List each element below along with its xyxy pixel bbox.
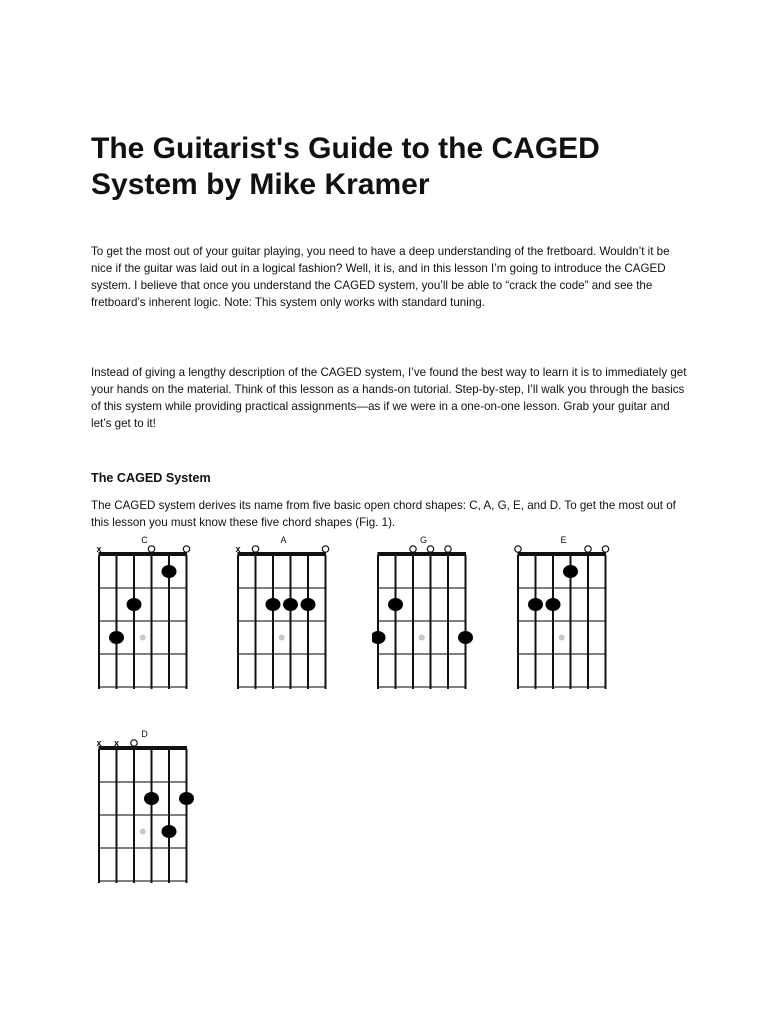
nut [99,552,188,556]
open-string-marker [183,546,189,552]
muted-string-marker: x [235,544,241,554]
open-string-marker [148,546,154,552]
chord-diagram-a [232,535,342,695]
open-string-marker [410,546,416,552]
open-string-marker [322,546,328,552]
fret-marker-dot [140,635,146,641]
finger-position-dot [162,825,177,838]
finger-position-dot [546,598,561,611]
finger-position-dot [528,598,543,611]
second-paragraph: Instead of giving a lengthy description of the CAGED system, I’ve found the best way to learn it is to immediately get your hands on the material. Think of this lesson as a hands-on tutorial. Step-by-step, I’ll walk you through the basics of this system while providing practical assignments—as if we were in a one-on-one lesson. Grab your guitar and let’s get to it! [91,366,687,430]
intro-paragraph: To get the most out of your guitar playing, you need to have a deep understanding of the fretboard. Wouldn’t it be nice if the guitar was laid out in a logical fashion? Well, it is, and in this lesson I’m going to introduce the CAGED system. I believe that once you understand the CAGED system, you’ll be able to “crack the code” and see the fretboard’s inherent logic. Note: This system only works with standard tuning. [91,245,670,309]
finger-position-dot [144,792,159,805]
open-string-marker [515,546,521,552]
page-title: The Guitarist's Guide to the CAGED System by Mike Kramer [91,132,600,201]
finger-position-dot [283,598,298,611]
open-string-marker [602,546,608,552]
finger-position-dot [109,631,124,644]
open-string-marker [445,546,451,552]
finger-position-dot [458,631,473,644]
nut [378,552,467,556]
nut [518,552,607,556]
finger-position-dot [266,598,281,611]
chord-diagram-g [372,535,482,695]
open-string-marker [252,546,258,552]
chord-name-label: C [141,535,148,545]
nut [238,552,327,556]
chord-name-label: E [560,535,567,545]
nut [99,746,188,750]
chord-name-label: A [280,535,287,545]
muted-string-marker: x [96,544,102,554]
section-paragraph: The CAGED system derives its name from five basic open chord shapes: C, A, G, E, and D. To get the most out of this lesson you must know these five chord shapes (Fig. 1). [91,499,676,529]
muted-string-marker: x [96,738,102,748]
chord-name-label: G [419,535,428,545]
fret-marker-dot [279,635,285,641]
finger-position-dot [372,631,386,644]
finger-position-dot [127,598,142,611]
fret-marker-dot [559,635,565,641]
finger-position-dot [388,598,403,611]
fret-marker-dot [140,829,146,835]
fret-marker-dot [419,635,425,641]
chord-diagram-c [93,535,203,695]
chord-name-label: D [141,729,148,739]
finger-position-dot [301,598,316,611]
open-string-marker [131,740,137,746]
finger-position-dot [563,565,578,578]
open-string-marker [585,546,591,552]
chord-diagram-d [93,729,203,889]
open-string-marker [427,546,433,552]
finger-position-dot [162,565,177,578]
section-heading: The CAGED System [91,471,211,485]
finger-position-dot [179,792,194,805]
chord-diagram-e [512,535,622,695]
muted-string-marker: x [113,738,120,748]
